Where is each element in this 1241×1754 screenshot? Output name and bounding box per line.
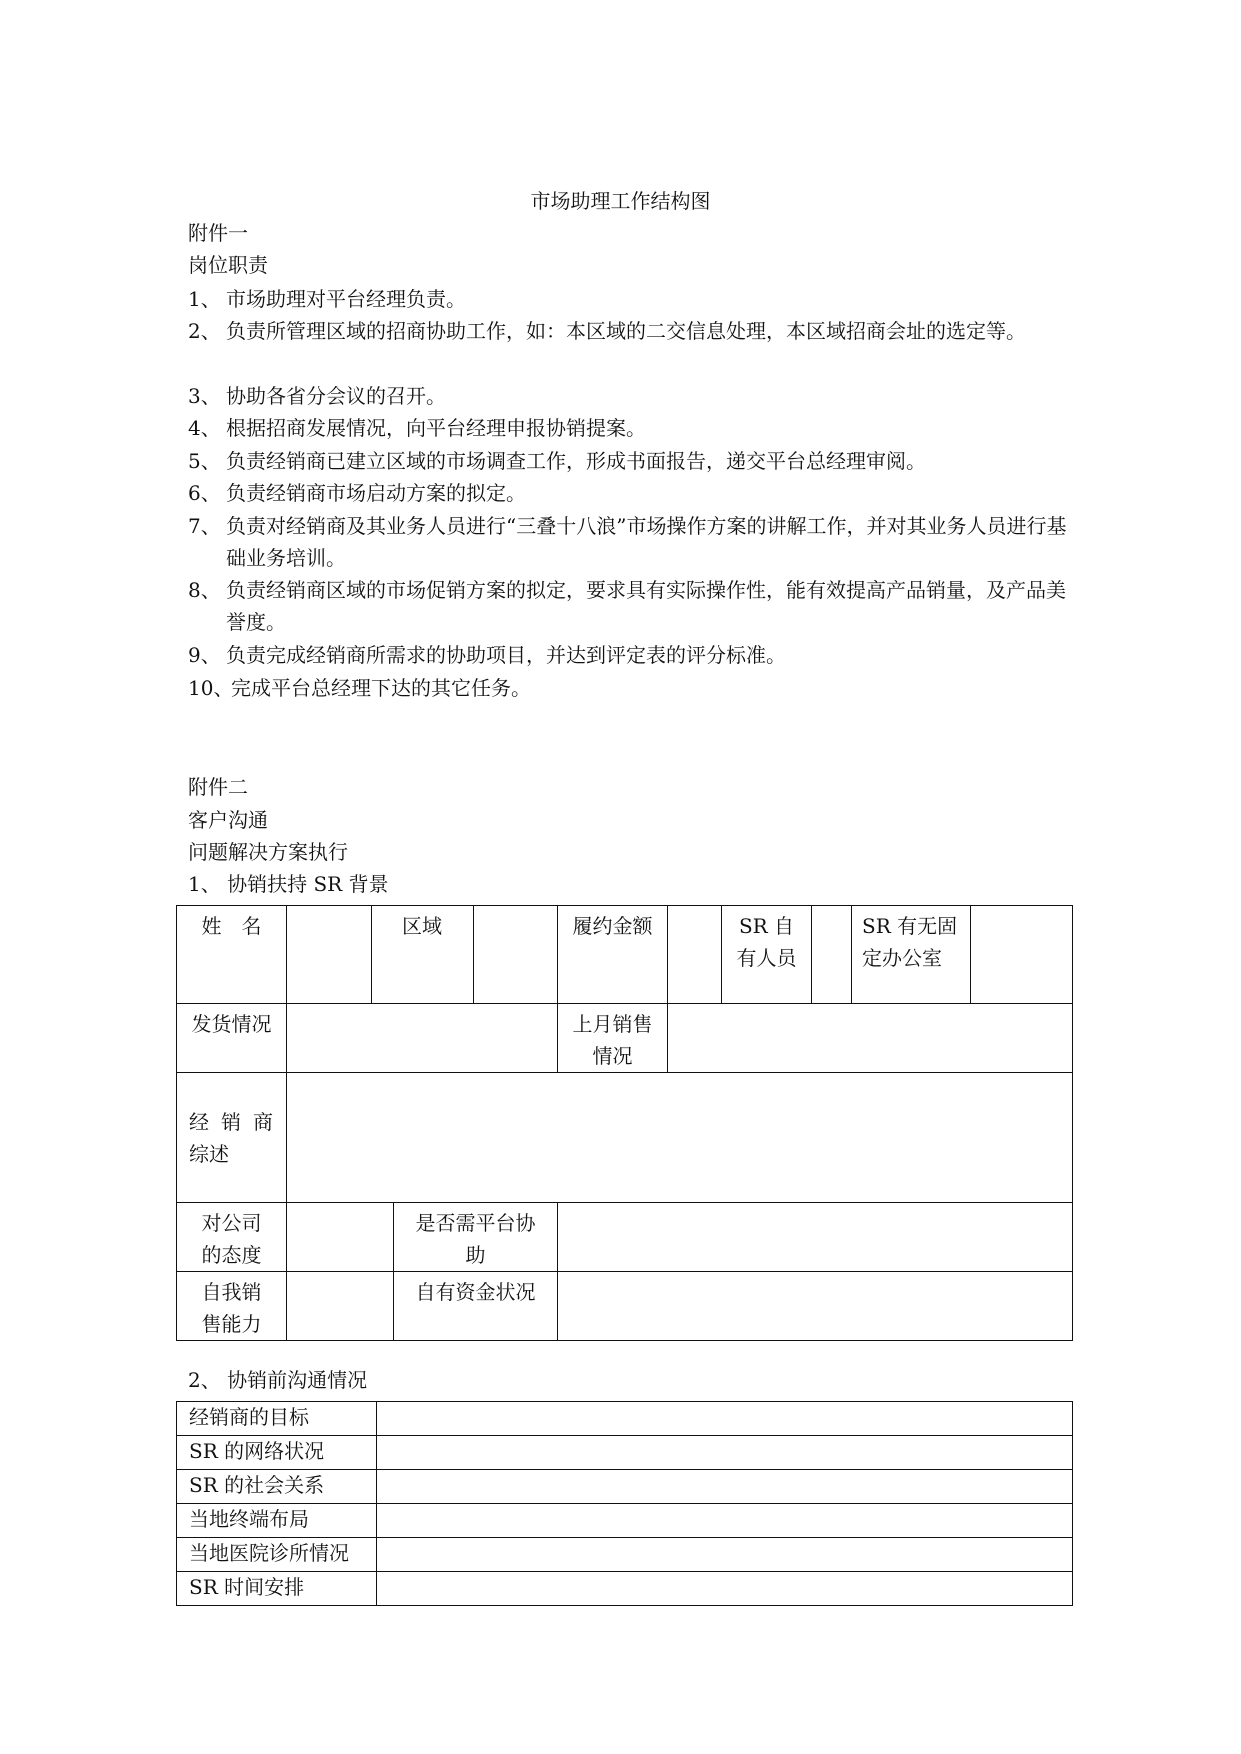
- name-value-cell[interactable]: [287, 906, 372, 1004]
- duty-item: 5、 负责经销商已建立区域的市场调查工作，形成书面报告，递交平台总经理审阅。: [188, 449, 926, 473]
- shipping-label: 发货情况: [177, 1004, 287, 1073]
- comm-row-value[interactable]: [377, 1538, 1073, 1572]
- dealer-summary-label: 经销商 综述: [177, 1073, 287, 1203]
- own-funds-value-cell[interactable]: [558, 1272, 1073, 1341]
- self-sales-value-cell[interactable]: [287, 1272, 394, 1341]
- comm-row-label: 经销商的目标: [177, 1402, 377, 1436]
- attachment-1-label: 附件一: [188, 221, 248, 245]
- own-funds-label: 自有资金状况: [394, 1272, 558, 1341]
- duty-item: 4、 根据招商发展情况，向平台经理申报协销提案。: [188, 416, 646, 440]
- attitude-label: 对公司的态度: [177, 1203, 287, 1272]
- sr-office-label: SR 有无固定办公室: [852, 906, 971, 1004]
- self-sales-label: 自我销售能力: [177, 1272, 287, 1341]
- sr-office-value-cell[interactable]: [971, 906, 1073, 1004]
- region-label: 区域: [372, 906, 474, 1004]
- customer-communication-heading: 客户沟通: [188, 808, 268, 832]
- pre-sales-communication-table: [176, 1401, 1073, 1606]
- duty-item: 8、 负责经销商区域的市场促销方案的拟定，要求具有实际操作性，能有效提高产品销量，及产品美誉度。: [188, 578, 1066, 634]
- region-value-cell[interactable]: [474, 906, 558, 1004]
- comm-row-label: 当地终端布局: [177, 1504, 377, 1538]
- attachment-2-label: 附件二: [188, 775, 248, 799]
- name-label: 姓 名: [177, 906, 287, 1004]
- duties-heading: 岗位职责: [188, 253, 268, 277]
- duty-item: 10、 完成平台总经理下达的其它任务。: [188, 676, 531, 700]
- duty-item: 7、 负责对经销商及其业务人员进行“三叠十八浪”市场操作方案的讲解工作，并对其业务人员进行基础业务培训。: [188, 514, 1067, 570]
- need-platform-value-cell[interactable]: [558, 1203, 1073, 1272]
- last-month-sales-value-cell[interactable]: [668, 1004, 1073, 1073]
- comm-row-label: 当地医院诊所情况: [177, 1538, 377, 1572]
- comm-row-label: SR 的社会关系: [177, 1470, 377, 1504]
- document-title: 市场助理工作结构图: [530, 189, 711, 213]
- duty-item: 3、 协助各省分会议的召开。: [188, 384, 446, 408]
- section-2-heading: 2、 协销前沟通情况: [188, 1368, 368, 1392]
- comm-row-value[interactable]: [377, 1470, 1073, 1504]
- duty-item: 1、 市场助理对平台经理负责。: [188, 287, 466, 311]
- sr-own-staff-label: SR 自有人员: [722, 906, 812, 1004]
- duty-item: 2、 负责所管理区域的招商协助工作，如：本区域的二交信息处理，本区域招商会址的选定等。: [188, 319, 1026, 343]
- comm-row-value[interactable]: [377, 1504, 1073, 1538]
- sr-background-table: [176, 905, 1073, 1341]
- shipping-value-cell[interactable]: [287, 1004, 558, 1073]
- comm-row-value[interactable]: [377, 1572, 1073, 1606]
- contract-amount-label: 履约金额: [558, 906, 668, 1004]
- dealer-summary-value-cell[interactable]: [287, 1073, 1073, 1203]
- comm-row-label: SR 的网络状况: [177, 1436, 377, 1470]
- need-platform-label: 是否需平台协助: [394, 1203, 558, 1272]
- last-month-sales-label: 上月销售情况: [558, 1004, 668, 1073]
- duty-item: 9、 负责完成经销商所需求的协助项目，并达到评定表的评分标准。: [188, 643, 786, 667]
- comm-row-value[interactable]: [377, 1402, 1073, 1436]
- sr-own-staff-value-cell[interactable]: [812, 906, 852, 1004]
- problem-execution-heading: 问题解决方案执行: [188, 840, 348, 864]
- section-1-heading: 1、 协销扶持 SR 背景: [188, 872, 389, 896]
- contract-amount-value-cell[interactable]: [668, 906, 722, 1004]
- duty-item: 6、 负责经销商市场启动方案的拟定。: [188, 481, 526, 505]
- comm-row-label: SR 时间安排: [177, 1572, 377, 1606]
- comm-row-value[interactable]: [377, 1436, 1073, 1470]
- attitude-value-cell[interactable]: [287, 1203, 394, 1272]
